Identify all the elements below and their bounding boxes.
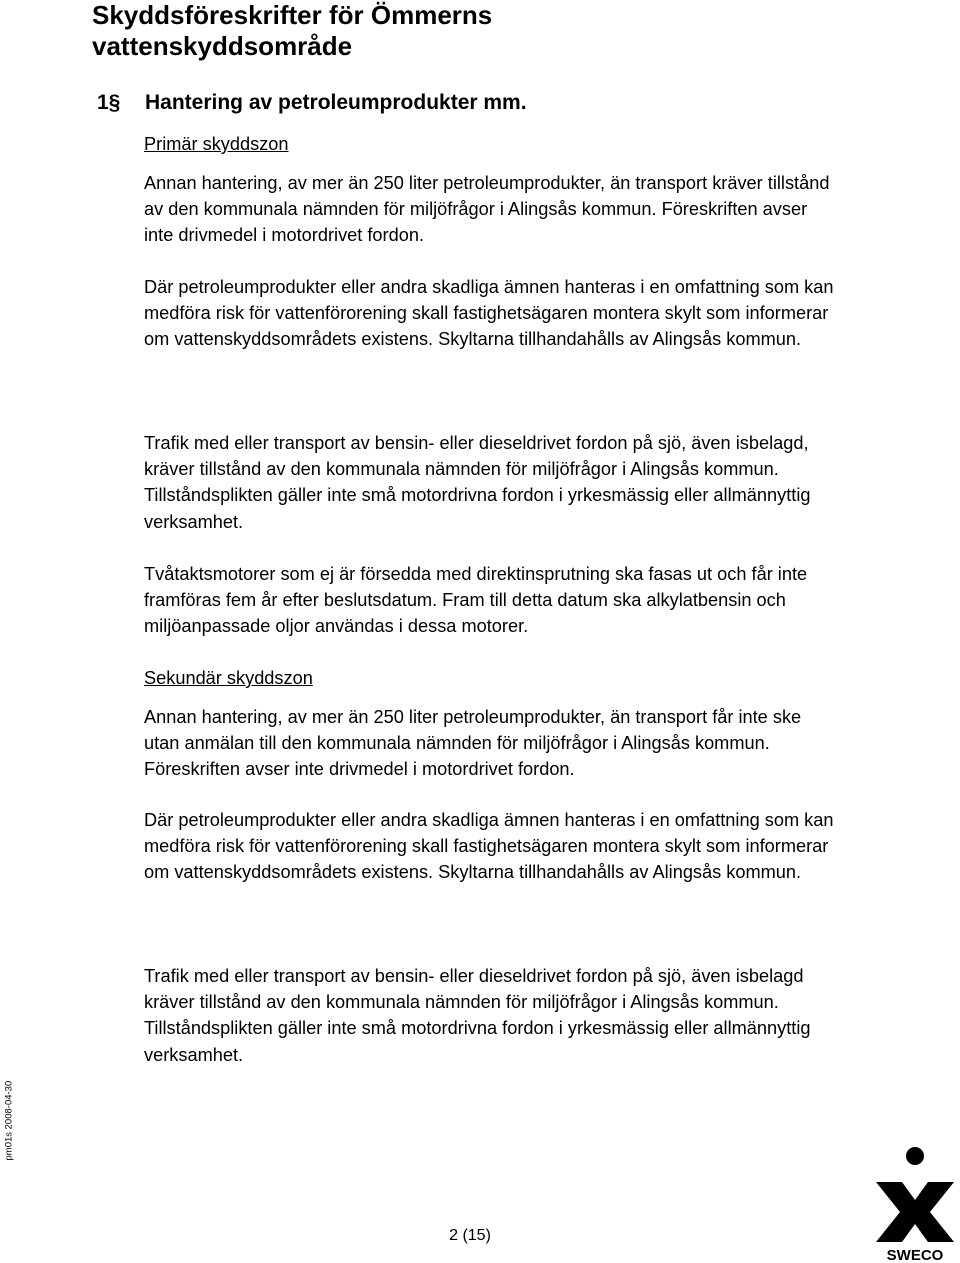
section-title: Hantering av petroleumprodukter mm. — [145, 91, 527, 114]
secondary-paragraph-3: Trafik med eller transport av bensin- eller dieseldrivet fordon på sjö, även isbelagd kräver tillstånd av den kommunala nämnden för miljöfrågor i Alingsås kommun. Tillståndsplikten gäller inte små motordrivna fordon i yrkesmässig eller allmännyttig verksamhet. — [144, 966, 811, 1065]
sweco-logo — [872, 1146, 958, 1263]
document-title: Skyddsföreskrifter för Ömmerns vattenskyddsområde — [92, 0, 493, 61]
primary-paragraph-3: Trafik med eller transport av bensin- eller dieseldrivet fordon på sjö, även isbelagd, kräver tillstånd av den kommunala nämnden för miljöfrågor i Alingsås kommun. Tillståndsplikten gäller inte små motordrivna fordon i yrkesmässig eller allmännyttig verksamhet. — [144, 433, 811, 532]
secondary-zone-heading: Sekundär skyddszon — [144, 668, 313, 688]
primary-paragraph-1: Annan hantering, av mer än 250 liter petroleumprodukter, än transport kräver tillstånd av den kommunala nämnden för miljöfrågor i Alingsås kommun. Föreskriften avser inte drivmedel i motordrivet fordon. — [144, 173, 830, 246]
logo-text: SWECO — [886, 1247, 944, 1263]
side-stamp: pm01s 2008-04-30 — [3, 1080, 15, 1161]
section-number: 1§ — [97, 91, 121, 114]
primary-zone-heading: Primär skyddszon — [144, 134, 289, 154]
primary-paragraph-4: Tvåtaktsmotorer som ej är försedda med direktinsprutning ska fasas ut och får inte framföras fem år efter beslutsdatum. Fram till detta datum ska alkylatbensin och miljöanpassade oljor användas i dessa motorer. — [144, 564, 808, 637]
primary-paragraph-2: Där petroleumprodukter eller andra skadliga ämnen hanteras i en omfattning som kan medföra risk för vattenförorening skall fastighetsägaren montera skylt som informerar om vattenskyddsområdets existens. Skyltarna tillhandahålls av Alingsås kommun. — [144, 277, 834, 350]
section-heading — [97, 90, 527, 116]
page-number: 2 (15) — [449, 1227, 491, 1244]
secondary-paragraph-2: Där petroleumprodukter eller andra skadliga ämnen hanteras i en omfattning som kan medföra risk för vattenförorening skall fastighetsägaren montera skylt som informerar om vattenskyddsområdets existens. Skyltarna tillhandahålls av Alingsås kommun. — [144, 810, 834, 883]
secondary-paragraph-1: Annan hantering, av mer än 250 liter petroleumprodukter, än transport får inte ske utan anmälan till den kommunala nämnden för miljöfrågor i Alingsås kommun. Föreskriften avser inte drivmedel i motordrivet fordon. — [144, 707, 802, 780]
